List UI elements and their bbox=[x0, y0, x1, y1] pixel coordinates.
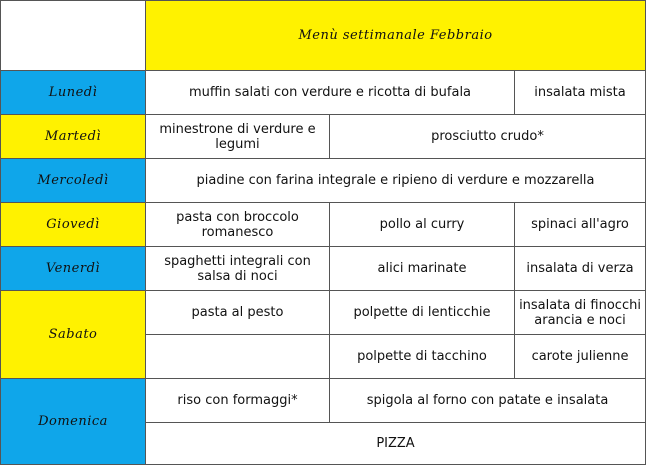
meal-cell: spigola al forno con patate e insalata bbox=[330, 379, 646, 423]
meal-cell: spaghetti integrali con salsa di noci bbox=[146, 247, 330, 291]
row-sabato-pranzo bbox=[1, 291, 646, 335]
meal-cell: polpette di lenticchie bbox=[330, 291, 515, 335]
meal-cell: PIZZA bbox=[146, 423, 646, 465]
menu-title: Menù settimanale Febbraio bbox=[146, 1, 646, 71]
row-venerdi bbox=[1, 247, 646, 291]
meal-cell: muffin salati con verdure e ricotta di bufala bbox=[146, 71, 515, 115]
meal-cell: minestrone di verdure e legumi bbox=[146, 115, 330, 159]
day-venerdi: Venerdì bbox=[1, 247, 146, 291]
empty-cell bbox=[146, 335, 330, 379]
header-row bbox=[1, 1, 646, 71]
meal-cell: insalata di finocchi arancia e noci bbox=[515, 291, 646, 335]
meal-cell: insalata di verza bbox=[515, 247, 646, 291]
meal-cell: pollo al curry bbox=[330, 203, 515, 247]
day-lunedi: Lunedì bbox=[1, 71, 146, 115]
day-sabato: Sabato bbox=[1, 291, 146, 379]
meal-cell: carote julienne bbox=[515, 335, 646, 379]
day-giovedi: Giovedì bbox=[1, 203, 146, 247]
day-domenica: Domenica bbox=[1, 379, 146, 465]
row-lunedi bbox=[1, 71, 646, 115]
meal-cell: prosciutto crudo* bbox=[330, 115, 646, 159]
day-martedi: Martedì bbox=[1, 115, 146, 159]
meal-cell: spinaci all'agro bbox=[515, 203, 646, 247]
row-mercoledi bbox=[1, 159, 646, 203]
row-martedi bbox=[1, 115, 646, 159]
meal-cell: insalata mista bbox=[515, 71, 646, 115]
meal-cell: polpette di tacchino bbox=[330, 335, 515, 379]
meal-cell: pasta con broccolo romanesco bbox=[146, 203, 330, 247]
row-giovedi bbox=[1, 203, 646, 247]
day-mercoledi: Mercoledì bbox=[1, 159, 146, 203]
row-domenica-pranzo bbox=[1, 379, 646, 423]
meal-cell: alici marinate bbox=[330, 247, 515, 291]
meal-cell: pasta al pesto bbox=[146, 291, 330, 335]
meal-cell: riso con formaggi* bbox=[146, 379, 330, 423]
corner-cell bbox=[1, 1, 146, 71]
meal-cell: piadine con farina integrale e ripieno di verdure e mozzarella bbox=[146, 159, 646, 203]
